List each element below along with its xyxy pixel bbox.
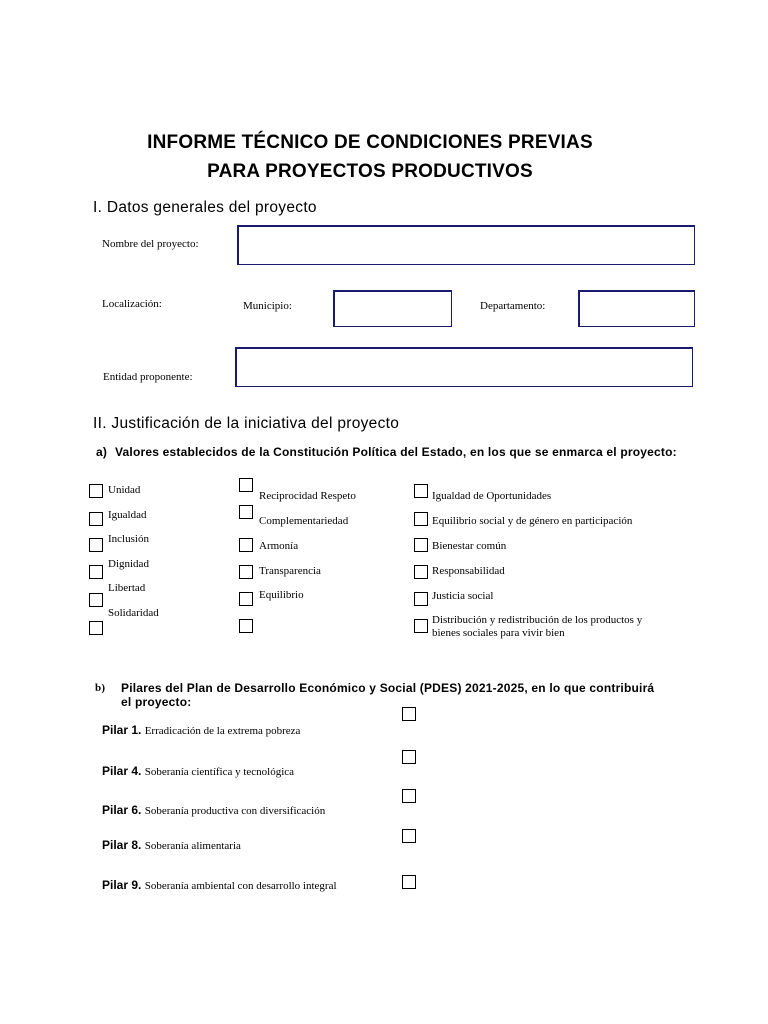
checkbox-unidad[interactable] bbox=[89, 484, 103, 498]
value-label: Dignidad bbox=[108, 558, 149, 570]
value-label: Inclusión bbox=[108, 533, 149, 545]
departamento-field[interactable] bbox=[578, 290, 695, 327]
section-1-heading: I. Datos generales del proyecto bbox=[93, 199, 317, 216]
title-line-2: PARA PROYECTOS PRODUCTIVOS bbox=[207, 161, 533, 182]
value-label: Justicia social bbox=[432, 590, 494, 602]
checkbox-libertad[interactable] bbox=[89, 593, 103, 607]
subsection-b-text-1: Pilares del Plan de Desarrollo Económico y Social (PDES) 2021-2025, en lo que contribuirá bbox=[121, 681, 655, 695]
checkbox-solidaridad[interactable] bbox=[89, 621, 103, 635]
pilar-text: Soberanía alimentaria bbox=[144, 840, 241, 852]
pilar-text: Soberanía ambiental con desarrollo integral bbox=[144, 880, 337, 892]
checkbox-equilibrio[interactable] bbox=[239, 592, 253, 606]
value-label: Reciprocidad Respeto bbox=[259, 490, 356, 502]
checkbox-transparencia[interactable] bbox=[239, 565, 253, 579]
subsection-a-marker: a) bbox=[96, 445, 108, 459]
value-label: Equilibrio bbox=[259, 589, 304, 601]
pilar-1 bbox=[102, 723, 300, 737]
pilar-text: Erradicación de la extrema pobreza bbox=[144, 725, 301, 737]
pilar-6 bbox=[102, 803, 325, 817]
checkbox-justicia-social[interactable] bbox=[414, 592, 428, 606]
pilar-text: Soberanía productiva con diversificación bbox=[144, 805, 326, 817]
value-label: Armonía bbox=[259, 540, 299, 552]
pilar-number: Pilar 6. bbox=[102, 803, 142, 817]
subsection-b-marker: b) bbox=[95, 682, 106, 694]
pilar-number: Pilar 8. bbox=[102, 838, 142, 852]
value-label: bienes sociales para vivir bien bbox=[432, 627, 565, 639]
pilar-number: Pilar 4. bbox=[102, 764, 142, 778]
value-label: Bienestar común bbox=[432, 540, 507, 552]
subsection-b-text-2: el proyecto: bbox=[121, 695, 192, 709]
checkbox-equilibrio-social-genero[interactable] bbox=[414, 512, 428, 526]
value-label: Solidaridad bbox=[108, 607, 159, 619]
nombre-proyecto-field[interactable] bbox=[237, 225, 695, 265]
pilar-number: Pilar 9. bbox=[102, 878, 142, 892]
municipio-field[interactable] bbox=[333, 290, 452, 327]
checkbox-reciprocidad-respeto[interactable] bbox=[239, 478, 253, 492]
pilar-9 bbox=[102, 878, 337, 892]
checkbox-pilar-9[interactable] bbox=[402, 875, 416, 889]
value-label: Responsabilidad bbox=[432, 565, 505, 577]
section-2-heading: II. Justificación de la iniciativa del proyecto bbox=[93, 415, 400, 432]
checkbox-igualdad[interactable] bbox=[89, 512, 103, 526]
subsection-a-text: Valores establecidos de la Constitución Política del Estado, en los que se enmarca el proyecto: bbox=[115, 445, 677, 459]
entidad-proponente-label: Entidad proponente: bbox=[103, 371, 193, 383]
checkbox-dignidad[interactable] bbox=[89, 565, 103, 579]
checkbox-armonia[interactable] bbox=[239, 538, 253, 552]
checkbox-pilar-4[interactable] bbox=[402, 750, 416, 764]
checkbox-distribucion[interactable] bbox=[414, 619, 428, 633]
checkbox-inclusion[interactable] bbox=[89, 538, 103, 552]
value-label: Igualdad bbox=[108, 509, 147, 521]
checkbox-pilar-1[interactable] bbox=[402, 707, 416, 721]
value-label: Unidad bbox=[108, 484, 141, 496]
checkbox-empty[interactable] bbox=[239, 619, 253, 633]
value-label: Distribución y redistribución de los productos y bbox=[432, 614, 643, 626]
entidad-proponente-field[interactable] bbox=[235, 347, 693, 387]
localizacion-label: Localización: bbox=[102, 298, 162, 310]
value-label: Equilibrio social y de género en participación bbox=[432, 515, 633, 527]
value-label: Igualdad de Oportunidades bbox=[432, 490, 552, 502]
nombre-proyecto-label: Nombre del proyecto: bbox=[102, 238, 199, 250]
title-line-1: INFORME TÉCNICO DE CONDICIONES PREVIAS bbox=[147, 132, 593, 153]
checkbox-pilar-8[interactable] bbox=[402, 829, 416, 843]
checkbox-responsabilidad[interactable] bbox=[414, 565, 428, 579]
departamento-label: Departamento: bbox=[480, 300, 546, 312]
pilar-text: Soberanía científica y tecnológica bbox=[144, 766, 295, 778]
checkbox-bienestar-comun[interactable] bbox=[414, 538, 428, 552]
pilar-4 bbox=[102, 764, 294, 778]
value-label: Libertad bbox=[108, 582, 146, 594]
value-label: Transparencia bbox=[259, 565, 321, 577]
pilar-8 bbox=[102, 838, 241, 852]
checkbox-pilar-6[interactable] bbox=[402, 789, 416, 803]
value-label: Complementariedad bbox=[259, 515, 349, 527]
pilar-number: Pilar 1. bbox=[102, 723, 142, 737]
checkbox-complementariedad[interactable] bbox=[239, 505, 253, 519]
checkbox-igualdad-oportunidades[interactable] bbox=[414, 484, 428, 498]
municipio-label: Municipio: bbox=[243, 300, 292, 312]
